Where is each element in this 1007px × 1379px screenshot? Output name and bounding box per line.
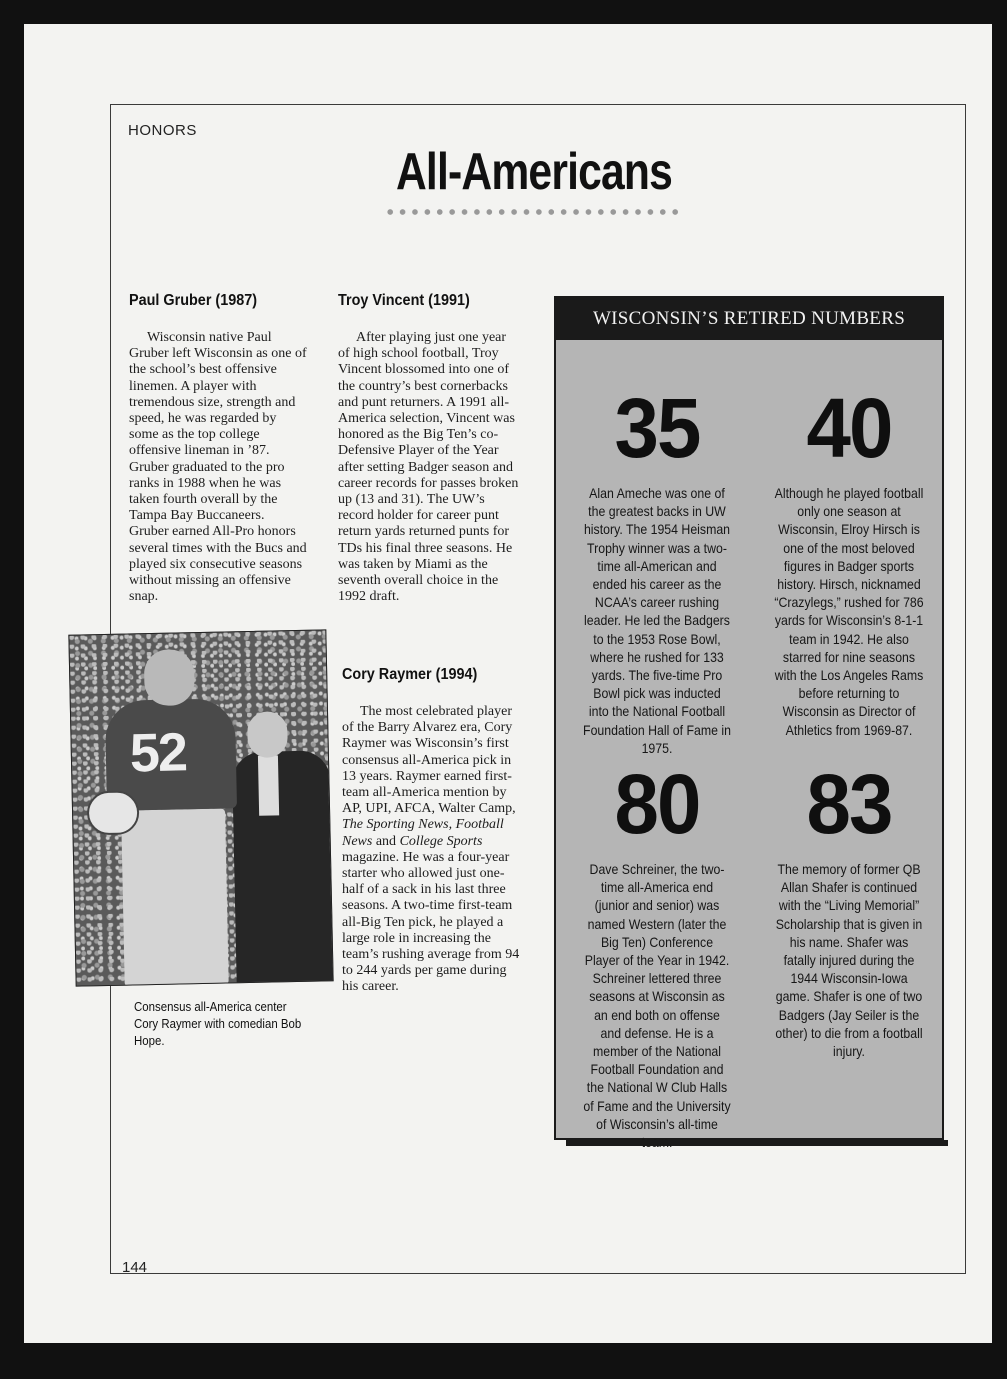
photo-man-head (247, 711, 288, 758)
publication-name: College Sports (399, 833, 483, 849)
bio-raymer (342, 666, 524, 996)
retired-number-text: Dave Schreiner, the two-time all-America end (junior and senior) was named Western (later the Big Ten) Conference Player of the Year in 1942. Schreiner lettered three seasons at Wisconsin as an end both on offense and defense. He is a member of the National Football Foundation and the National W Club Halls of Fame and the University of Wisconsin’s all-time (583, 861, 731, 1132)
bio-vincent (338, 292, 520, 605)
retired-number-35 (572, 381, 742, 757)
photo-caption: Consensus all-America center Cory Raymer with comedian Bob Hope. (134, 999, 302, 1048)
retired-number-text: The memory of former QB Allan Shafer is continued with the “Living Memorial” Scholarship that is given in his name. Shafer was fatally injured during the 1944 Wisconsin-Iowa game. Shafer is one of two Badgers (Jay Seiler is the other) to die from a football injury. (775, 861, 923, 1060)
retired-number-value: 35 (614, 381, 700, 475)
retired-number-83 (764, 757, 934, 1060)
retired-number-text: Although he played football only one season at Wisconsin, Elroy Hirsch is one of the most beloved figures in Badger sports history. Hirsch, nicknamed “Crazylegs,” rushed for 786 yards for Wisconsin’s 8-1-1 team in 1942. He also starred for nine seasons with the Los Angeles Rams before returning to Wisconsin as Director of Athletics from 1969-87. (774, 485, 924, 738)
bio-heading: Troy Vincent (1991) (338, 292, 470, 309)
retired-numbers-title: WISCONSIN’S RETIRED NUMBERS (556, 298, 942, 340)
retired-number-text: Alan Ameche was one of the greatest backs in UW history. The 1954 Heisman Trophy winner was a two-time all-American and ended his career as the NCAA’s career rushing leader. He led the Badgers to the 1953 Rose Bowl, where he rushed for 133 yards. The five-time Pro Bowl pick was inducted into the National Football Foundation Hall of Fame in 1975. (583, 485, 731, 756)
title-dot-rule (384, 208, 684, 216)
retired-number-value: 40 (806, 381, 892, 475)
photo-player-head (144, 649, 195, 706)
box-shadow-bar (566, 1140, 948, 1146)
bio-text-part: The most celebrated player of the Barry Alvarez era, Cory Raymer was Wisconsin’s first consensus all-America pick in 13 years. Raymer earned first-team all-America mention by AP, UPI, AFCA, Walter Camp, (342, 704, 516, 817)
retired-numbers-box (554, 296, 944, 1140)
bio-text: Wisconsin native Paul Gruber left Wisconsin as one of the school’s best offensive linemen. A player with tremendous size, strength and speed, he was regarded by some as the top college offensive lineman in ’87. Gruber graduated to the pro ranks in 1988 when he was taken fourth overall by the Tampa Bay Buccaneers. Gruber earned All-Pro honors several times with the Bucs and played six consecutive seasons without missing an offensive snap. (129, 330, 307, 605)
bio-text-part: magazine. He was a four-year starter who allowed just one-half of a sack in his last three seasons. A two-time first-team all-Big Ten pick, he played a large role in increasing the team’s rushing average from 94 to 244 yards per game during his career. (342, 849, 520, 995)
helmet-icon (87, 790, 140, 835)
bio-text (342, 704, 524, 996)
page-number: 144 (122, 1259, 148, 1276)
retired-number-40 (764, 381, 934, 739)
bio-heading: Paul Gruber (1987) (129, 292, 258, 309)
bio-gruber (129, 292, 307, 605)
bio-heading: Cory Raymer (1994) (342, 666, 478, 683)
photo-man-body (232, 750, 334, 984)
bio-text: After playing just one year of high school football, Troy Vincent blossomed into one of the country’s best cornerbacks and punt returners. A 1991 all-America selection, Vincent was honored as the Big Ten’s co-Defensive Player of the Year after setting Badger season and career records for passes broken up (13 and 31). The UW’s record holder for career punt return yards returned punts for TDs his final three seasons. He was taken by Miami as the seventh overall choice in the 1992 draft. (338, 330, 519, 605)
page-sheet (24, 24, 992, 1343)
retired-number-80 (572, 757, 742, 1151)
retired-number-value: 80 (614, 757, 700, 851)
photo-man-shirt (258, 755, 279, 815)
photo-jersey-number: 52 (129, 722, 187, 784)
publication-names: The Sporting News, Football News (342, 817, 504, 849)
retired-number-value: 83 (806, 757, 892, 851)
section-label: HONORS (128, 122, 197, 139)
bio-text-part: and (372, 833, 400, 849)
photo-player-legs (121, 808, 229, 986)
page-title: All-Americans (395, 143, 673, 201)
raymer-hope-photo (68, 629, 333, 986)
